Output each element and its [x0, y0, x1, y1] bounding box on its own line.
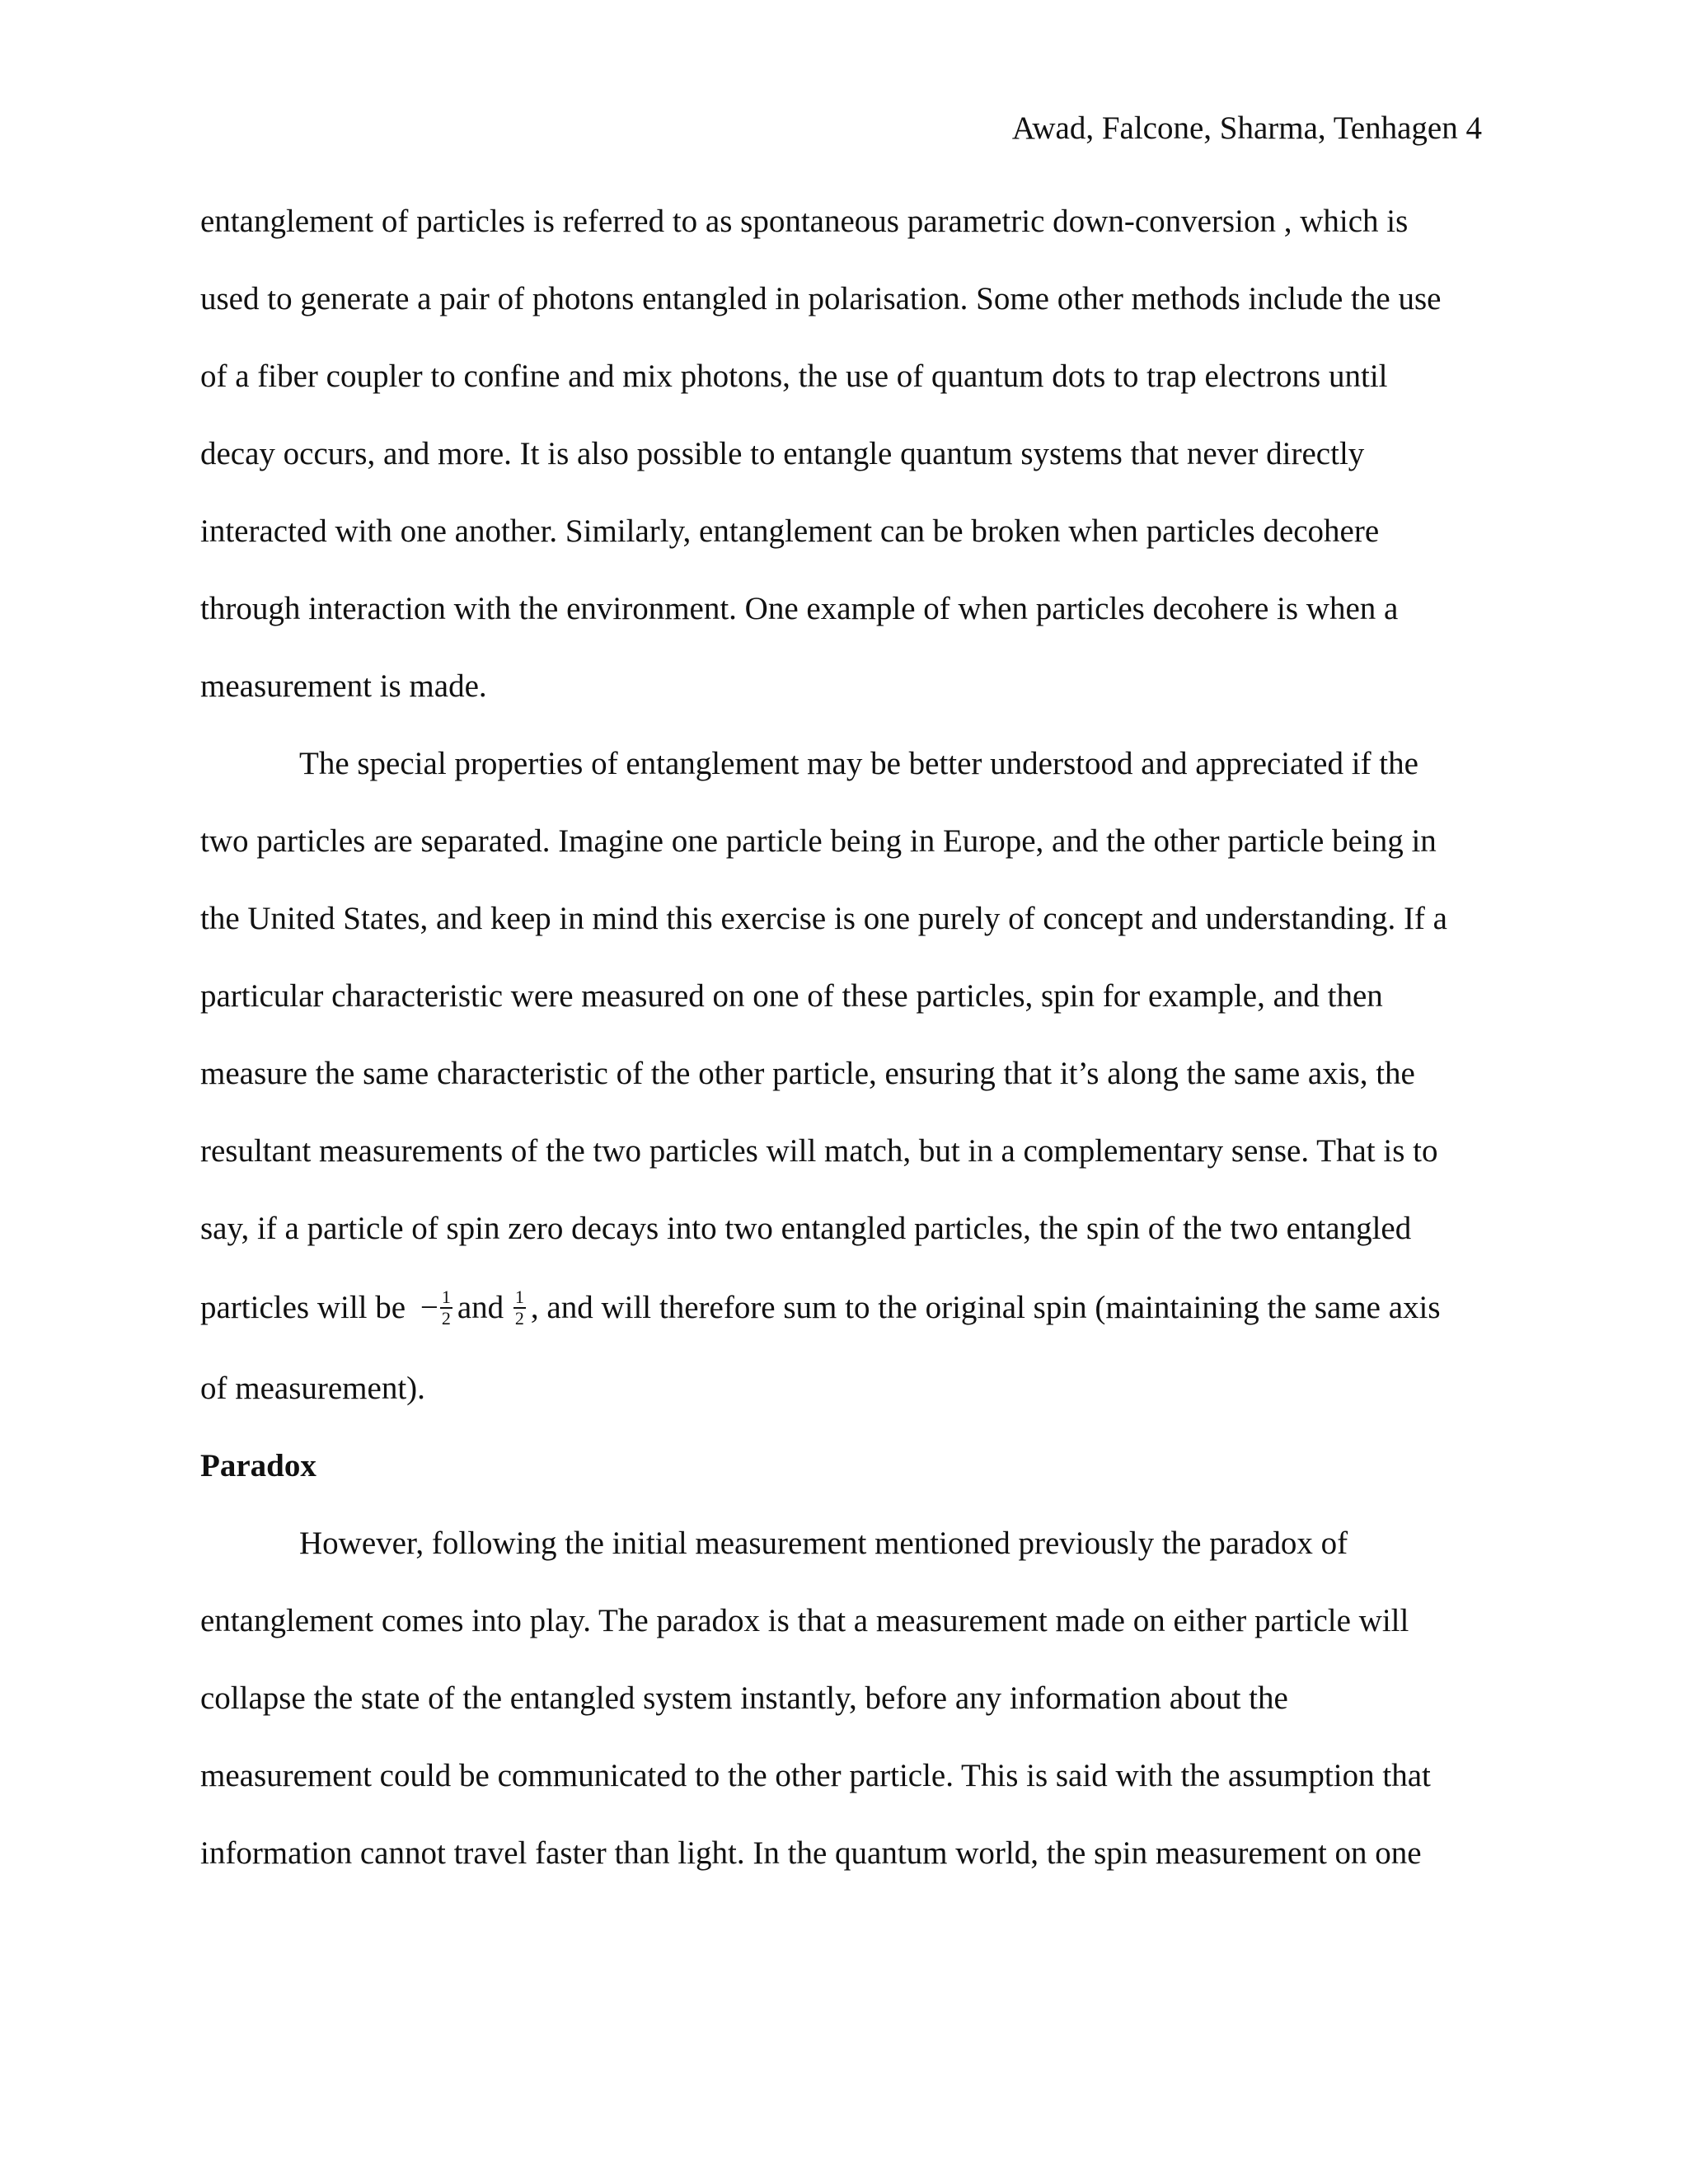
- section-heading: Paradox: [200, 1448, 316, 1483]
- fraction-numerator: 1: [514, 1286, 524, 1308]
- paragraph-3-line-4: measurement could be communicated to the other particle. This is said with the assumption that: [200, 1758, 1431, 1793]
- running-head: Awad, Falcone, Sharma, Tenhagen 4: [1011, 110, 1482, 146]
- math-line-lead-text: particles will be: [200, 1290, 406, 1325]
- paragraph-3-line-1: However, following the initial measurement mentioned previously the paradox of: [299, 1526, 1348, 1561]
- paragraph-2-line-5: measure the same characteristic of the other particle, ensuring that it’s along the same axis, the: [200, 1056, 1415, 1091]
- paragraph-1-line-4: decay occurs, and more. It is also possible to entangle quantum systems that never directly: [200, 436, 1365, 471]
- paragraph-2-line-4: particular characteristic were measured on one of these particles, spin for example, and then: [200, 978, 1383, 1014]
- paragraph-1-line-2: used to generate a pair of photons entangled in polarisation. Some other methods include the use: [200, 281, 1442, 316]
- math-line-and: and: [457, 1290, 504, 1325]
- fraction-denominator: 2: [514, 1308, 524, 1329]
- paragraph-1-line-7: measurement is made.: [200, 668, 487, 704]
- fraction-one-half: [513, 1288, 526, 1328]
- paragraph-2-line-3: the United States, and keep in mind this exercise is one purely of concept and understanding. If a: [200, 901, 1447, 936]
- math-line-trailing-text: , and will therefore sum to the original spin (maintaining the same axis: [530, 1290, 1441, 1325]
- paragraph-3-line-5: information cannot travel faster than light. In the quantum world, the spin measurement on one: [200, 1835, 1422, 1871]
- paragraph-2-line-7: say, if a particle of spin zero decays into two entangled particles, the spin of the two entangled: [200, 1211, 1412, 1246]
- paragraph-3-line-3: collapse the state of the entangled system instantly, before any information about the: [200, 1680, 1288, 1716]
- fraction-one-half-negative: [440, 1288, 452, 1328]
- paragraph-1-line-6: through interaction with the environment. One example of when particles decohere is when a: [200, 591, 1399, 626]
- paragraph-2-line-9: of measurement).: [200, 1371, 425, 1406]
- paragraph-1-line-5: interacted with one another. Similarly, entanglement can be broken when particles decohere: [200, 513, 1380, 549]
- paragraph-2-math-line: [200, 1286, 1441, 1330]
- paragraph-2-line-1: The special properties of entanglement may be better understood and appreciated if the: [299, 746, 1418, 781]
- minus-sign: −: [420, 1290, 438, 1325]
- paragraph-3-line-2: entanglement comes into play. The paradox is that a measurement made on either particle will: [200, 1603, 1409, 1638]
- fraction-numerator: 1: [441, 1286, 451, 1308]
- paragraph-1-line-1: entanglement of particles is referred to as spontaneous parametric down-conversion , which is: [200, 204, 1409, 239]
- paragraph-2-line-6: resultant measurements of the two particles will match, but in a complementary sense. That is to: [200, 1133, 1438, 1169]
- fraction-denominator: 2: [441, 1308, 451, 1329]
- paragraph-2-line-2: two particles are separated. Imagine one particle being in Europe, and the other particle being in: [200, 823, 1437, 859]
- paragraph-1-line-3: of a fiber coupler to confine and mix photons, the use of quantum dots to trap electrons until: [200, 359, 1388, 394]
